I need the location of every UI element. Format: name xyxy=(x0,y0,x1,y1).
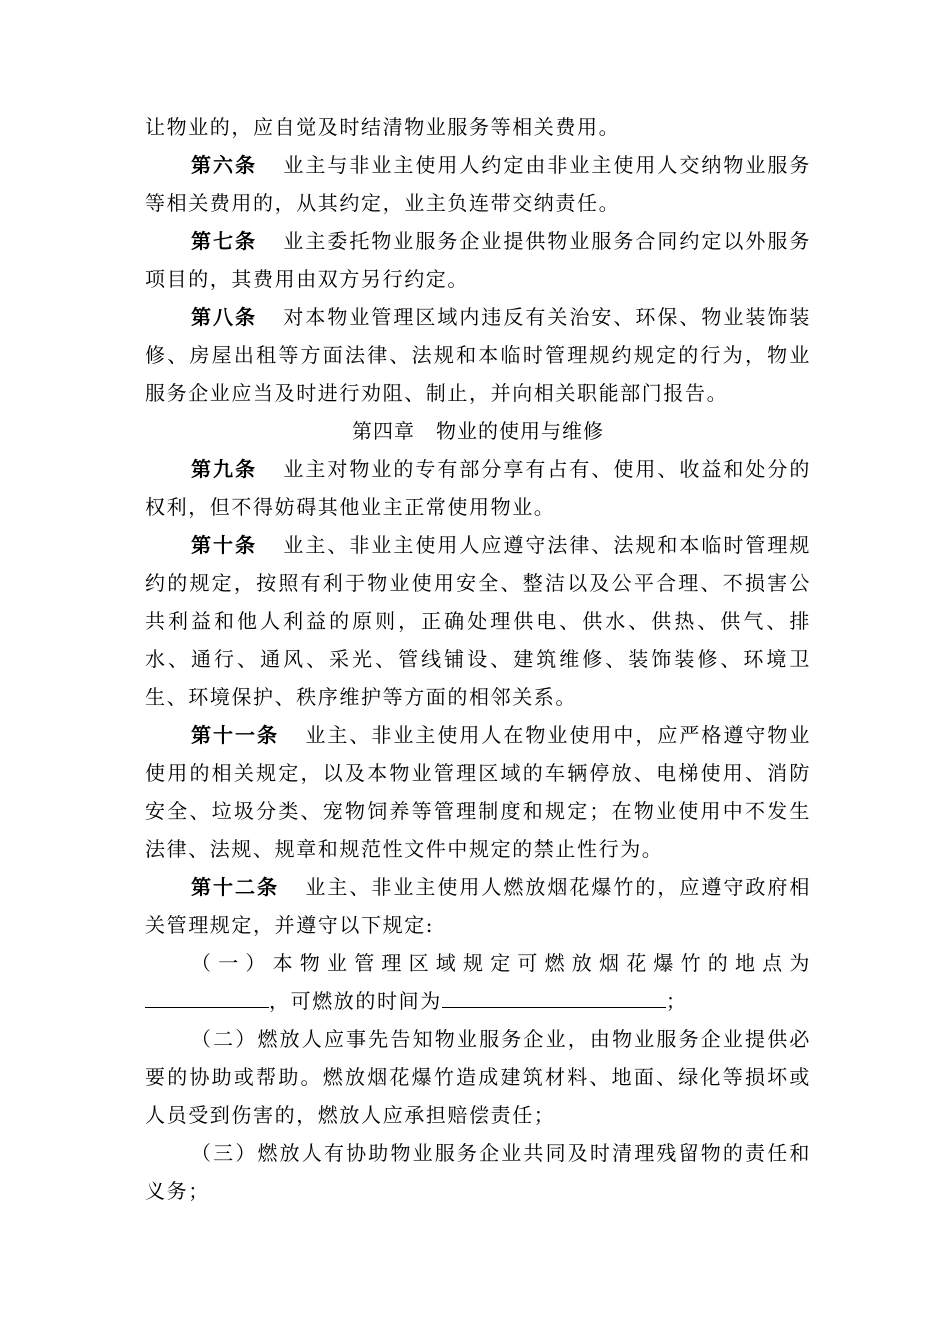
item-1-text-b: ，可燃放的时间为 xyxy=(269,989,442,1013)
article-10-text: 业主、非业主使用人应遵守法律、法规和本临时管理规约的规定，按照有利于物业使用安全、整洁以及公平合理、不损害公共利益和他人利益的原则，正确处理供电、供水、供热、供气、排水、通行、通风、采光、管线铺设、建筑维修、装饰装修、环境卫生、环境保护、秩序维护等方面的相邻关系。 xyxy=(145,533,811,709)
article-8-text: 对本物业管理区域内违反有关治安、环保、物业装饰装修、房屋出租等方面法律、法规和本临时管理规约规定的行为，物业服务企业应当及时进行劝阻、制止，并向相关职能部门报告。 xyxy=(145,305,811,405)
article-10-label: 第十条 xyxy=(191,533,257,557)
item-3: （三）燃放人有协助物业服务企业共同及时清理残留物的责任和义务； xyxy=(145,1141,811,1203)
article-11-label: 第十一条 xyxy=(191,723,279,747)
item-1 xyxy=(145,944,811,1020)
article-8-label: 第八条 xyxy=(191,305,257,329)
article-6-text: 业主与非业主使用人约定由非业主使用人交纳物业服务等相关费用的，从其约定，业主负连带交纳责任。 xyxy=(145,153,811,215)
article-9-text: 业主对物业的专有部分享有占有、使用、收益和处分的权利，但不得妨碍其他业主正常使用物业。 xyxy=(145,457,811,519)
article-9-label: 第九条 xyxy=(191,457,257,481)
item-1-text-a: （一）本物业管理区域规定可燃放烟花爆竹的地点为 xyxy=(191,951,811,975)
article-7 xyxy=(145,222,811,298)
article-7-label: 第七条 xyxy=(191,229,257,253)
article-12-text: 业主、非业主使用人燃放烟花爆竹的，应遵守政府相关管理规定，并遵守以下规定: xyxy=(145,875,811,937)
fill-blank-time xyxy=(442,985,666,1008)
article-11-text: 业主、非业主使用人在物业使用中，应严格遵守物业使用的相关规定，以及本物业管理区域的车辆停放、电梯使用、消防安全、垃圾分类、宠物饲养等管理制度和规定；在物业使用中不发生法律、法规、规章和规范性文件中规定的禁止性行为。 xyxy=(145,723,811,861)
item-1-text-c: ； xyxy=(665,989,688,1013)
fill-blank-location xyxy=(145,985,269,1008)
article-8 xyxy=(145,298,811,412)
paragraph-continuation: 让物业的，应自觉及时结清物业服务等相关费用。 xyxy=(145,115,621,139)
article-7-text: 业主委托物业服务企业提供物业服务合同约定以外服务项目的，其费用由双方另行约定。 xyxy=(145,229,811,291)
article-11 xyxy=(145,716,811,868)
article-9 xyxy=(145,450,811,526)
article-10 xyxy=(145,526,811,716)
article-6-label: 第六条 xyxy=(191,153,257,177)
article-12-label: 第十二条 xyxy=(191,875,279,899)
article-12 xyxy=(145,868,811,944)
chapter-heading: 第四章 物业的使用与维修 xyxy=(352,419,604,443)
document-body xyxy=(145,108,811,1210)
item-2: （二）燃放人应事先告知物业服务企业，由物业服务企业提供必要的协助或帮助。燃放烟花爆竹造成建筑材料、地面、绿化等损坏或人员受到伤害的，燃放人应承担赔偿责任； xyxy=(145,1027,811,1127)
article-6 xyxy=(145,146,811,222)
